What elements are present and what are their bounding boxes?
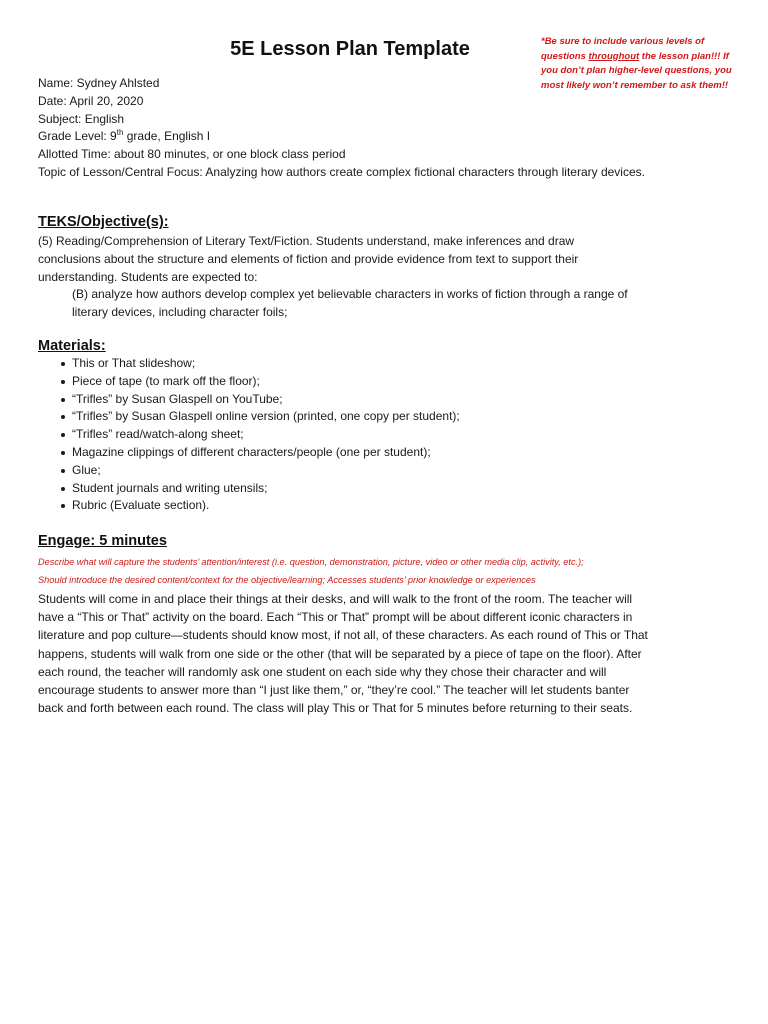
list-item: Glue; [38,462,638,480]
list-item: Magazine clippings of different characters/people (one per student); [38,444,638,462]
info-date: Date: April 20, 2020 [38,93,144,108]
side-note-part1: *Be sure to include various levels of questions [541,36,705,62]
grade-suffix: grade, English I [123,129,211,144]
teks-heading: TEKS/Objective(s): [38,214,169,230]
engage-heading: Engage: 5 minutes [38,533,167,549]
list-item: “Trifles” read/watch-along sheet; [38,426,638,444]
teks-item-b: (B) analyze how authors develop complex yet believable characters in works of fiction through a range of literary devices, including character foils; [72,287,628,320]
engage-guide-line-1: Describe what will capture the students’ attention/interest (i.e. question, demonstration, picture, video or other media clip, activity, etc.); [38,557,584,567]
list-item: Student journals and writing utensils; [38,480,638,498]
teks-section [38,233,638,322]
teks-standard: (5) Reading/Comprehension of Literary Text/Fiction. Students understand, make inferences and draw conclusions about the structure and elements of fiction and provide evidence from text to support their understanding. Students are expected to: [38,234,579,284]
grade-superscript: th [116,128,124,138]
grade-prefix: Grade Level: 9 [38,129,117,144]
list-item: “Trifles” by Susan Glaspell online version (printed, one copy per student); [38,408,638,426]
info-subject: Subject: English [38,111,125,126]
engage-body: Students will come in and place their things at their desks, and will walk to the front of the room. The teacher will have a “This or That” activity on the board. Each “This or That” prompt will be about different iconic characters in literature and pop culture—students should know most, if not all, of these characters. As each round of This or That happens, students will walk from one side or the other (that will be separated by a piece of tape on the floor). After each round, the teacher will randomly ask one student on each side why they chose their character and will encourage students to answer more than “I just like them,” or, “they’re cool.” The teacher will let students banter back and forth between each round. The class will play This or That for 5 minutes before returning to their seats. [38,592,648,716]
side-note-underlined: throughout [588,50,640,62]
list-item: This or That slideshow; [38,355,638,373]
info-topic: Topic of Lesson/Central Focus: Analyzing how authors create complex fictional characters through literary devices. [38,164,645,179]
engage-guide-line-2: Should introduce the desired content/context for the objective/learning; Accesses students’ prior knowledge or experiences [38,575,536,585]
info-grade [38,128,678,146]
lesson-info [38,75,678,182]
list-item: Rubric (Evaluate section). [38,497,638,515]
materials-list [38,355,638,515]
list-item: “Trifles” by Susan Glaspell on YouTube; [38,391,638,409]
materials-heading: Materials: [38,338,106,354]
page-title: 5E Lesson Plan Template [230,38,470,60]
list-item: Piece of tape (to mark off the floor); [38,373,638,391]
side-note-part2: the lesson plan!!! If you don’t plan higher-level questions, you most likely won’t remember to ask them!! [541,50,732,91]
info-name: Name: Sydney Ahlsted [38,76,160,90]
info-time: Allotted Time: about 80 minutes, or one block class period [38,147,346,162]
